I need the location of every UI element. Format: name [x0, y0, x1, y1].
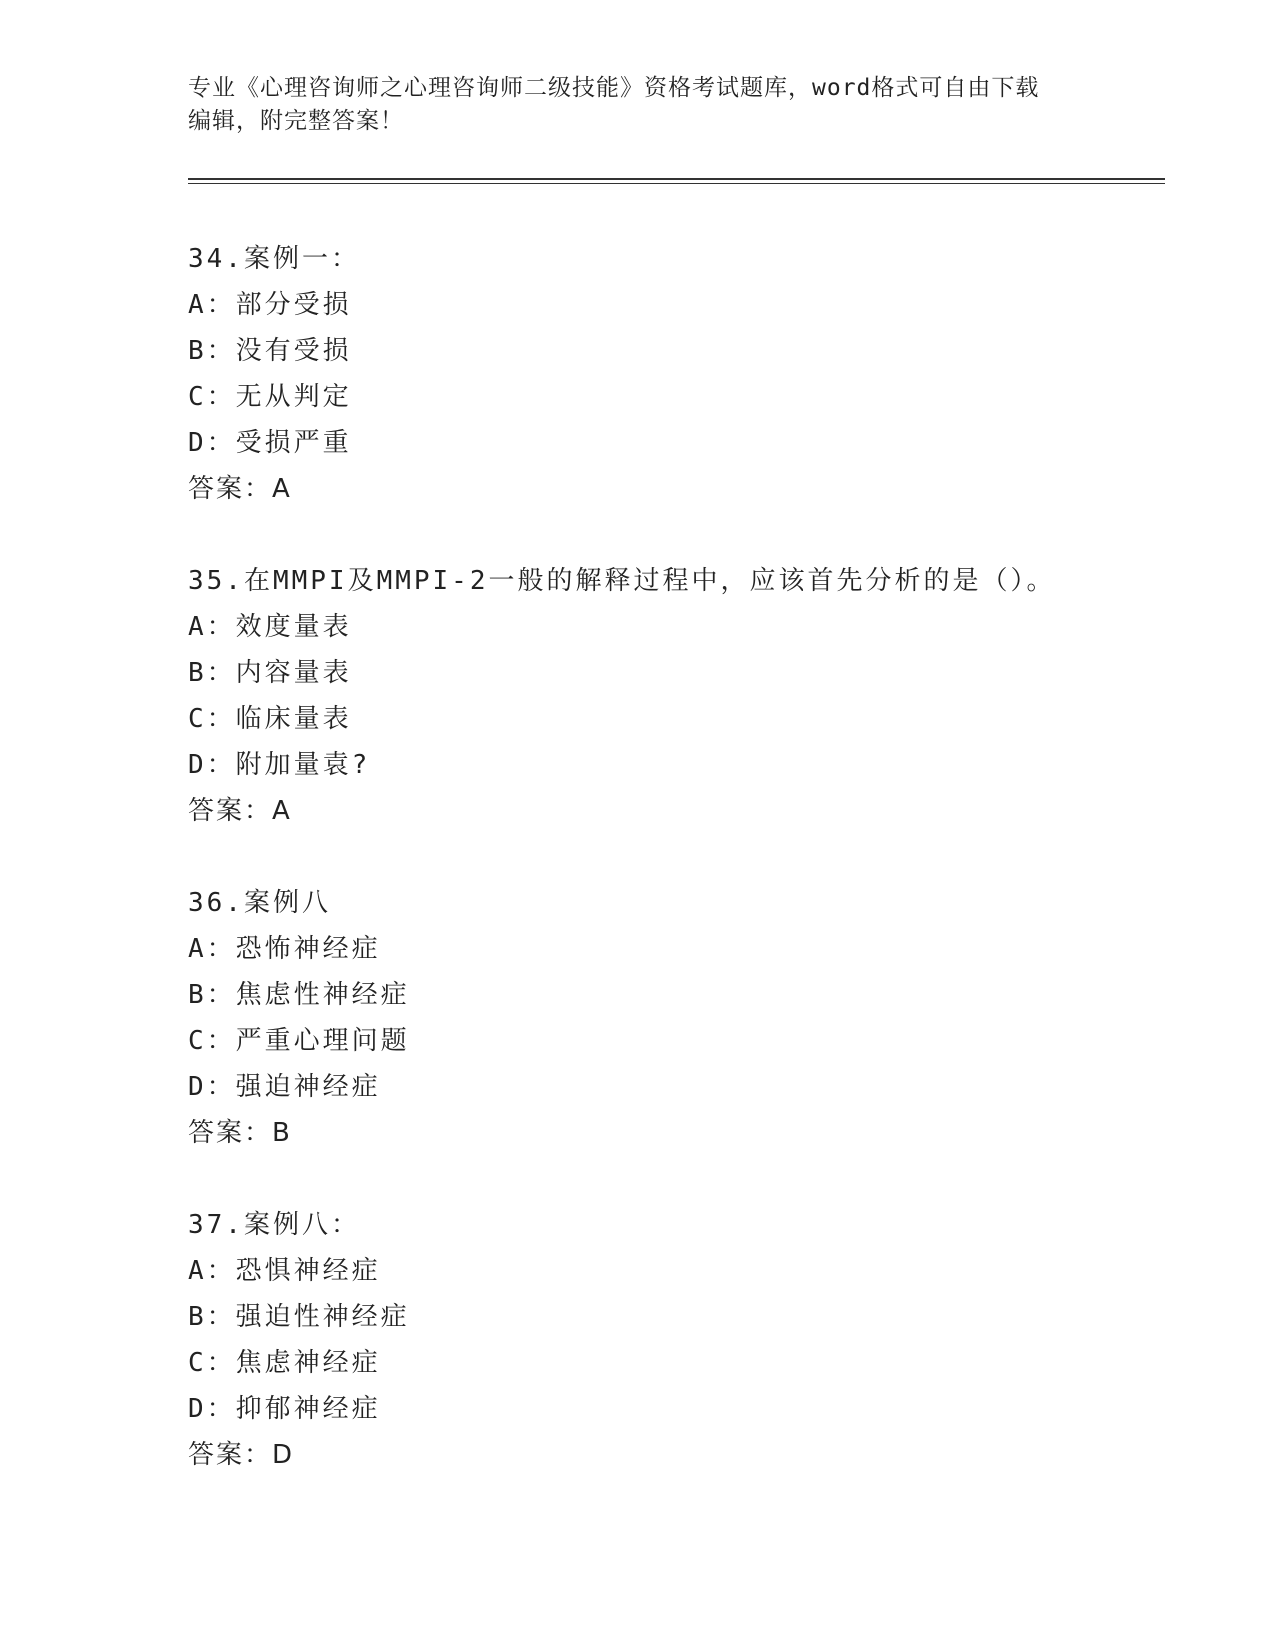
- answer-line: 答案：B: [188, 1118, 292, 1148]
- answer-line: 答案：D: [188, 1440, 295, 1470]
- option-a: A：恐怖神经症: [188, 934, 381, 964]
- option-d: D：附加量袁?: [188, 750, 371, 780]
- option-a: A：部分受损: [188, 290, 352, 320]
- header-divider-thin: [188, 183, 1165, 184]
- option-b: B：强迫性神经症: [188, 1302, 410, 1332]
- option-a: A：效度量表: [188, 612, 352, 642]
- question-stem: 37.案例八：: [188, 1210, 360, 1240]
- option-c: C：无从判定: [188, 382, 352, 412]
- option-b: B：内容量表: [188, 658, 352, 688]
- answer-line: 答案：A: [188, 796, 292, 826]
- option-d: D：抑郁神经症: [188, 1394, 381, 1424]
- question-34: [188, 236, 1188, 512]
- answer-line: 答案：A: [188, 474, 292, 504]
- question-35: [188, 558, 1188, 834]
- option-a: A：恐惧神经症: [188, 1256, 381, 1286]
- option-d: D：受损严重: [188, 428, 352, 458]
- option-c: C：焦虑神经症: [188, 1348, 381, 1378]
- question-37: [188, 1202, 1188, 1478]
- option-c: C：临床量表: [188, 704, 352, 734]
- option-c: C：严重心理问题: [188, 1026, 410, 1056]
- header-line-2: 编辑，附完整答案！: [188, 108, 404, 134]
- question-stem: 35.在MMPI及MMPI-2一般的解释过程中，应该首先分析的是（）。: [188, 566, 1056, 596]
- document-header: [188, 72, 1088, 138]
- header-divider-thick: [188, 178, 1165, 180]
- question-list: [188, 236, 1188, 1524]
- header-line-1: 专业《心理咨询师之心理咨询师二级技能》资格考试题库，word格式可自由下载: [188, 75, 1040, 101]
- option-b: B：没有受损: [188, 336, 352, 366]
- question-stem: 36.案例八: [188, 888, 331, 918]
- question-36: [188, 880, 1188, 1156]
- option-d: D：强迫神经症: [188, 1072, 381, 1102]
- question-stem: 34.案例一：: [188, 244, 360, 274]
- option-b: B：焦虑性神经症: [188, 980, 410, 1010]
